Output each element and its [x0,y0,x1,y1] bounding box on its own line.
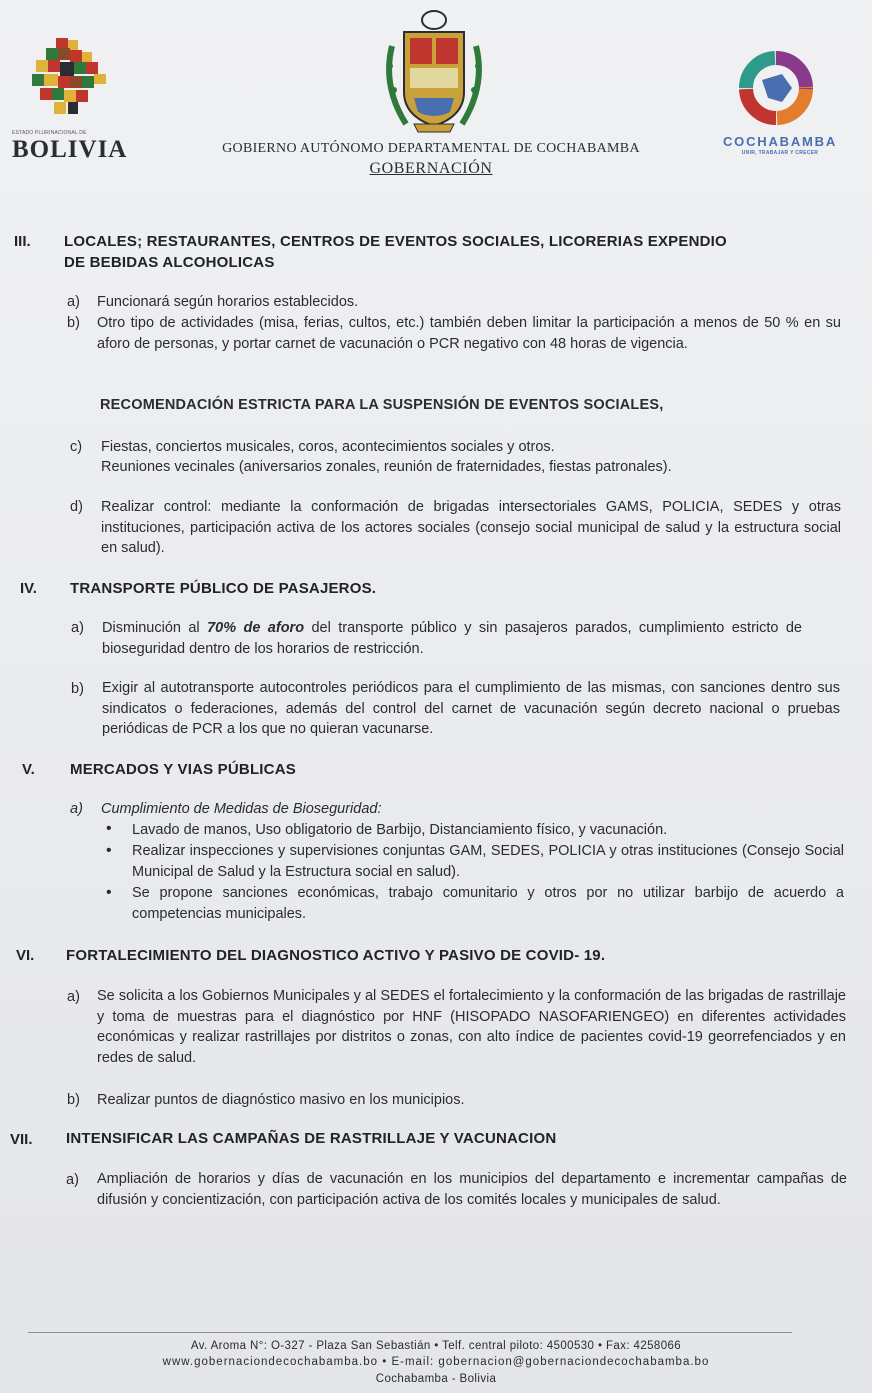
footer-divider [28,1332,792,1333]
section-number: V. [22,761,35,778]
item-label: b) [71,681,84,697]
list-item [102,618,802,659]
section-number: IV. [20,580,37,597]
cochabamba-logo-slogan: UNIR, TRABAJAR Y CRECER [741,150,819,156]
bullet-item: Realizar inspecciones y supervisiones conjuntas GAM, SEDES, POLICIA y otras instituciones (Consejo Social Municipal de Salud y la Estructura social en salud). [132,843,844,880]
footer-address: Av. Aroma N°: O-327 - Plaza San Sebastián • Telf. central piloto: 4500530 • Fax: 4258066 [190,1340,682,1352]
section-title: TRANSPORTE PÚBLICO DE PASAJEROS. [70,580,377,597]
section-title: FORTALECIMIENTO DEL DIAGNOSTICO ACTIVO Y PASIVO DE COVID- 19. [66,947,606,964]
section-number: VII. [10,1131,33,1148]
list-item: Realizar puntos de diagnóstico masivo en los municipios. [97,1092,465,1108]
list-item: Se solicita a los Gobiernos Municipales y al SEDES el fortalecimiento y la conformación de las brigadas de rastrillaje y toma de muestras para el diagnóstico por HNF (HISOPADO NASOFARIENGEO) en diferentes actividades económicas y realizar rastrillajes por distritos o zonas, con alto índice de pacientes covid-19 georrefenciados y en redes de salud. [97,988,846,1066]
footer-city: Cochabamba - Bolivia [375,1373,497,1385]
item-label: d) [70,499,83,515]
section-title: INTENSIFICAR LAS CAMPAÑAS DE RASTRILLAJE Y VACUNACION [66,1130,557,1147]
bolivia-mosaic-icon [28,38,108,116]
bullet-icon: • [106,884,112,901]
item-label: a) [67,294,80,310]
bullet-item: Lavado de manos, Uso obligatorio de Barbijo, Distanciamiento físico, y vacunación. [132,822,668,838]
item-label: b) [67,1092,80,1108]
list-item: Realizar control: mediante la conformación de brigadas intersectoriales GAMS, POLICIA, SEDES y otras instituciones, participación activa de los actores sociales (consejo social municipal de salud y la estructura social en salud). [101,499,841,556]
bullet-icon: • [106,842,112,859]
item-text: del transporte público y sin pasajeros parados, cumplimiento estricto de bioseguridad dentro de los horarios de restricción. [102,620,802,657]
cochabamba-logo-word: COCHABAMBA [722,134,838,149]
item-label: b) [67,315,80,331]
cochabamba-swirl-icon [732,44,820,132]
bullet-icon: • [106,820,112,837]
item-label: a) [70,801,83,817]
section-number: III. [14,233,31,250]
footer-contact: www.gobernaciondecochabamba.bo • E-mail: gobernacion@gobernaciondecochabamba.bo [162,1356,710,1368]
list-item: Funcionará según horarios establecidos. [97,294,359,310]
list-item: Cumplimiento de Medidas de Bioseguridad: [101,801,382,817]
item-label: a) [67,989,80,1005]
bolivia-logo-word: BOLIVIA [12,136,128,163]
government-subtitle: GOBERNACIÓN [369,160,493,177]
recommendation-heading: RECOMENDACIÓN ESTRICTA PARA LA SUSPENSIÓN DE EVENTOS SOCIALES, [100,397,664,413]
list-item: Ampliación de horarios y días de vacunación en los municipios del departamento e incrementar campañas de difusión y concientización, con participación activa de los comités locales y municipales de salud. [97,1171,847,1208]
bullet-item: Se propone sanciones económicas, trabajo comunitario y otros por no utilizar barbijo de acuerdo a competencias municipales. [132,885,844,922]
cochabamba-logo [720,44,840,164]
list-item: Exigir al autotransporte autocontroles periódicos para el cumplimiento de las mismas, con sanciones dentro sus sindicatos o federaciones, además del control del carnet de vacunación según decreto nacional o pruebas periódicas de PCR a los que no quieran vacunarse. [102,680,840,737]
item-text: Disminución al [102,620,208,636]
list-item-continued: Reuniones vecinales (aniversarios zonales, reunión de fraternidades, fiestas patronales). [101,459,672,475]
bolivia-logo [12,38,128,164]
section-title: MERCADOS Y VIAS PÚBLICAS [70,761,296,778]
bolivia-logo-caption: ESTADO PLURINACIONAL DE [12,130,87,136]
section-title: LOCALES; RESTAURANTES, CENTROS DE EVENTOS SOCIALES, LICORERIAS EXPENDIO [64,233,727,250]
coat-of-arms-icon [380,6,488,138]
list-item: Fiestas, conciertos musicales, coros, acontecimientos sociales y otros. [101,439,555,455]
item-label: a) [71,620,84,636]
section-title-continued: DE BEBIDAS ALCOHOLICAS [64,254,275,271]
emphasis-text: 70% de aforo [207,620,305,636]
list-item: Otro tipo de actividades (misa, ferias, cultos, etc.) también deben limitar la participación a menos de 50 % en su aforo de personas, y portar carnet de vacunación o PCR negativo con 48 horas de vigencia. [97,315,841,352]
section-number: VI. [16,947,35,964]
government-title: GOBIERNO AUTÓNOMO DEPARTAMENTAL DE COCHABAMBA [222,141,640,156]
item-label: c) [70,439,83,455]
item-label: a) [66,1172,79,1188]
